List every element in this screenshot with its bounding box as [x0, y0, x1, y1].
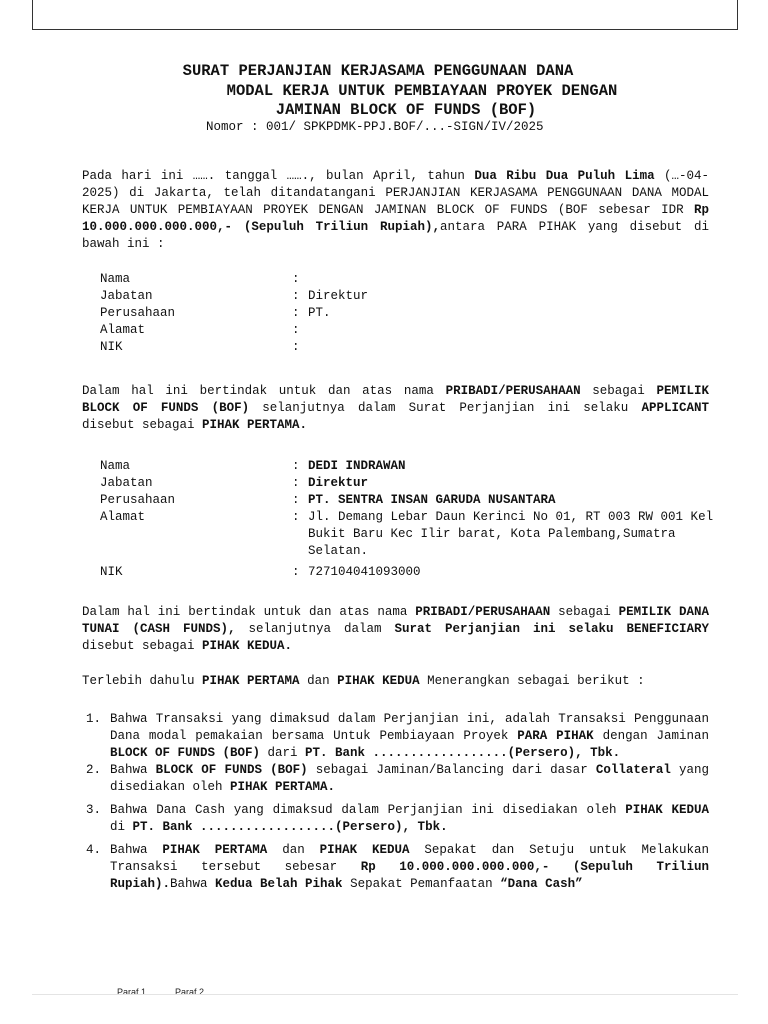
field-row-nama: Nama : DEDI INDRAWAN — [100, 459, 406, 473]
terlebih-paragraph: Terlebih dahulu PIHAK PERTAMA dan PIHAK KEDUA Menerangkan sebagai berikut : — [82, 674, 645, 688]
document-title — [82, 62, 722, 121]
paraf-1-label: Paraf 1 — [117, 987, 147, 997]
field-row-jabatan: Jabatan : Direktur — [100, 289, 369, 303]
party-2-description: Dalam hal ini bertindak untuk dan atas nama PRIBADI/PERUSAHAAN sebagai PEMILIK DANA TUNAI (CASH FUNDS), selanjutnya dalam Surat Perjanjian ini selaku BENEFICIARY disebut sebagai PIHAK KEDUA. — [82, 605, 710, 653]
list-item: 4. Bahwa PIHAK PERTAMA dan PIHAK KEDUA Sepakat dan Setuju untuk Melakukan Transaksi tersebut sebesar Rp 10.000.000.000.000,- (Sepuluh Triliun Rupiah).Bahwa Kedua Belah Pihak Sepakat Pemanfaatan “Dana Cash” — [86, 843, 709, 891]
field-row-perusahaan: Perusahaan : PT. — [100, 306, 331, 320]
field-row-alamat: Alamat : Jl. Demang Lebar Daun Kerinci No 01, RT 003 RW 001 Kel Bukit Baru Kec Ilir barat, Kota Palembang,Sumatra Selatan. — [100, 510, 714, 558]
party-1-description: Dalam hal ini bertindak untuk dan atas nama PRIBADI/PERUSAHAAN sebagai PEMILIK BLOCK OF FUNDS (BOF) selanjutnya dalam Surat Perjanjian ini selaku APPLICANT disebut sebagai PIHAK PERTAMA. — [82, 384, 709, 432]
footer-divider — [32, 994, 738, 995]
list-item: 2. Bahwa BLOCK OF FUNDS (BOF) sebagai Jaminan/Balancing dari dasar Collateral yang disediakan oleh PIHAK PERTAMA. — [86, 763, 709, 794]
field-row-nama: Nama : — [100, 272, 300, 286]
field-row-nik: NIK : — [100, 340, 300, 354]
paraf-2-label: Paraf 2 — [175, 987, 205, 997]
document-number: Nomor : 001/ SPKPDMK-PPJ.BOF/...-SIGN/IV/2025 — [206, 120, 544, 134]
list-item: 3. Bahwa Dana Cash yang dimaksud dalam Perjanjian ini disediakan oleh PIHAK KEDUA di PT. Bank ..................(Persero), Tbk. — [86, 803, 709, 834]
statements-list — [82, 711, 709, 893]
intro-paragraph: Pada hari ini ……. tanggal ……., bulan April, tahun Dua Ribu Dua Puluh Lima (…-04-2025) di Jakarta, telah ditandatangani PERJANJIAN KERJASAMA PENGGUNAAN DANA MODAL KERJA UNTUK PEMBIAYAAN PROYEK DENGAN JAMINAN BLOCK OF FUNDS (BOF sebesar IDR Rp 10.000.000.000.000,- (Sepuluh Triliun Rupiah),antara PARA PIHAK yang disebut di bawah ini : — [82, 169, 710, 251]
field-row-perusahaan: Perusahaan : PT. SENTRA INSAN GARUDA NUSANTARA — [100, 493, 556, 507]
party-1-fields — [100, 271, 720, 356]
list-item: 1. Bahwa Transaksi yang dimaksud dalam Perjanjian ini, adalah Transaksi Penggunaan Dana modal pemakaian bersama Untuk Pembiayaan Proyek PARA PIHAK dengan Jaminan BLOCK OF FUNDS (BOF) dari PT. Bank ..................(Persero), Tbk. — [86, 712, 709, 760]
title-line-2: MODAL KERJA UNTUK PEMBIAYAAN PROYEK DENGAN — [226, 81, 618, 100]
title-line-3: JAMINAN BLOCK OF FUNDS (BOF) — [275, 101, 537, 119]
field-row-jabatan: Jabatan : Direktur — [100, 476, 369, 490]
page-top-border — [32, 0, 738, 30]
field-row-nik: NIK : 727104041093000 — [100, 565, 421, 579]
field-row-alamat: Alamat : — [100, 323, 300, 337]
title-line-1: SURAT PERJANJIAN KERJASAMA PENGGUNAAN DANA — [182, 62, 574, 80]
party-2-fields — [100, 458, 720, 581]
